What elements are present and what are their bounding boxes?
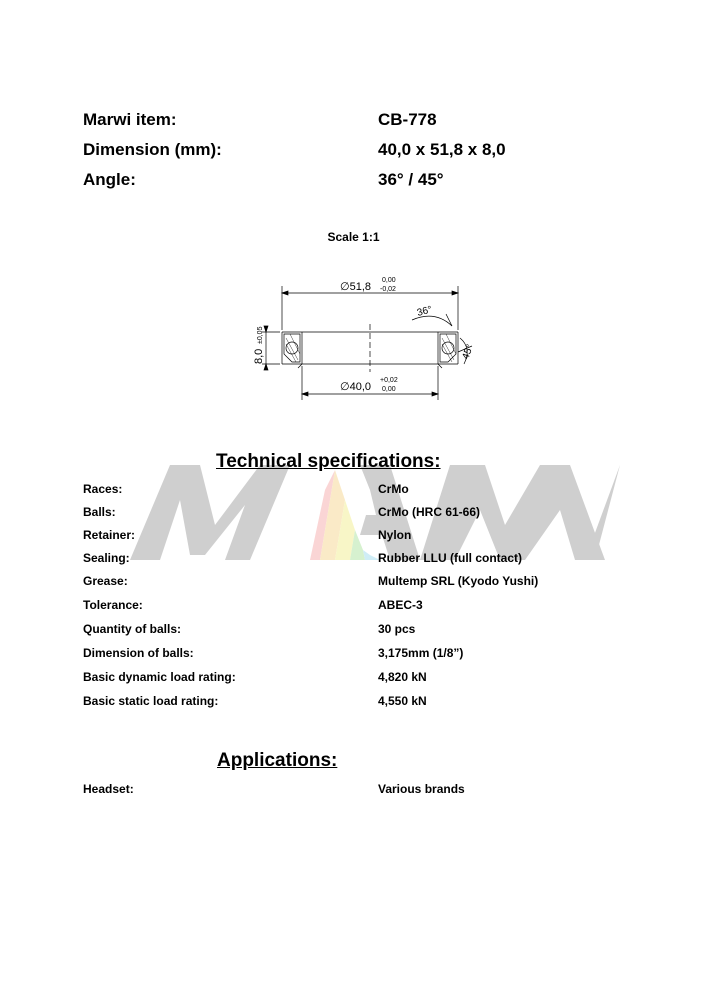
spec-label-tolerance: Tolerance: [83, 598, 143, 612]
spec-label-retainer: Retainer: [83, 528, 136, 542]
spec-label-static-load: Basic static load rating: [83, 694, 219, 708]
inner-tolerance-upper: +0,02 [380, 377, 398, 384]
technical-specs-title: Technical specifications: [216, 451, 441, 472]
spec-label-sealing: Sealing: [83, 551, 130, 565]
spec-value-dynamic-load: 4,820 kN [378, 670, 427, 684]
item-label: Marwi item: [83, 110, 177, 129]
angle-top-text: 36° [415, 304, 434, 319]
application-value-headset: Various brands [378, 782, 465, 796]
spec-value-tolerance: ABEC-3 [378, 598, 423, 612]
application-label-headset: Headset: [83, 782, 134, 796]
spec-label-balls: Balls: [83, 505, 116, 519]
angle-side-text: 45° [460, 343, 476, 362]
spec-value-dimension-of-balls: 3,175mm (1/8”) [378, 646, 464, 660]
scale-label: Scale 1:1 [327, 230, 380, 244]
inner-diameter-text: ∅40,0 [340, 381, 371, 393]
spec-value-retainer: Nylon [378, 528, 412, 542]
spec-value-grease: Multemp SRL (Kyodo Yushi) [378, 574, 539, 588]
spec-label-dynamic-load: Basic dynamic load rating: [83, 670, 236, 684]
height-text: 8,0 [253, 348, 265, 364]
spec-value-sealing: Rubber LLU (full contact) [378, 551, 522, 565]
spec-value-quantity-of-balls: 30 pcs [378, 622, 416, 636]
angle-label: Angle: [83, 170, 136, 189]
spec-label-dimension-of-balls: Dimension of balls: [83, 646, 194, 660]
applications-title: Applications: [217, 750, 338, 771]
bearing-technical-drawing [240, 268, 500, 408]
dimension-value: 40,0 x 51,8 x 8,0 [378, 140, 506, 159]
height-tolerance: ±0,05 [257, 326, 264, 344]
outer-diameter-text: ∅51,8 [340, 281, 371, 293]
spec-value-balls: CrMo (HRC 61-66) [378, 505, 481, 519]
item-value: CB-778 [378, 110, 437, 129]
inner-tolerance-lower: 0,00 [382, 386, 396, 393]
outer-tolerance-lower: -0,02 [380, 286, 396, 293]
spec-value-static-load: 4,550 kN [378, 694, 427, 708]
angle-value: 36° / 45° [378, 170, 444, 189]
outer-tolerance-upper: 0,00 [382, 277, 396, 284]
spec-label-quantity-of-balls: Quantity of balls: [83, 622, 182, 636]
spec-label-grease: Grease: [83, 574, 128, 588]
spec-label-races: Races: [83, 482, 123, 496]
dimension-label: Dimension (mm): [83, 140, 222, 159]
spec-value-races: CrMo [378, 482, 409, 496]
